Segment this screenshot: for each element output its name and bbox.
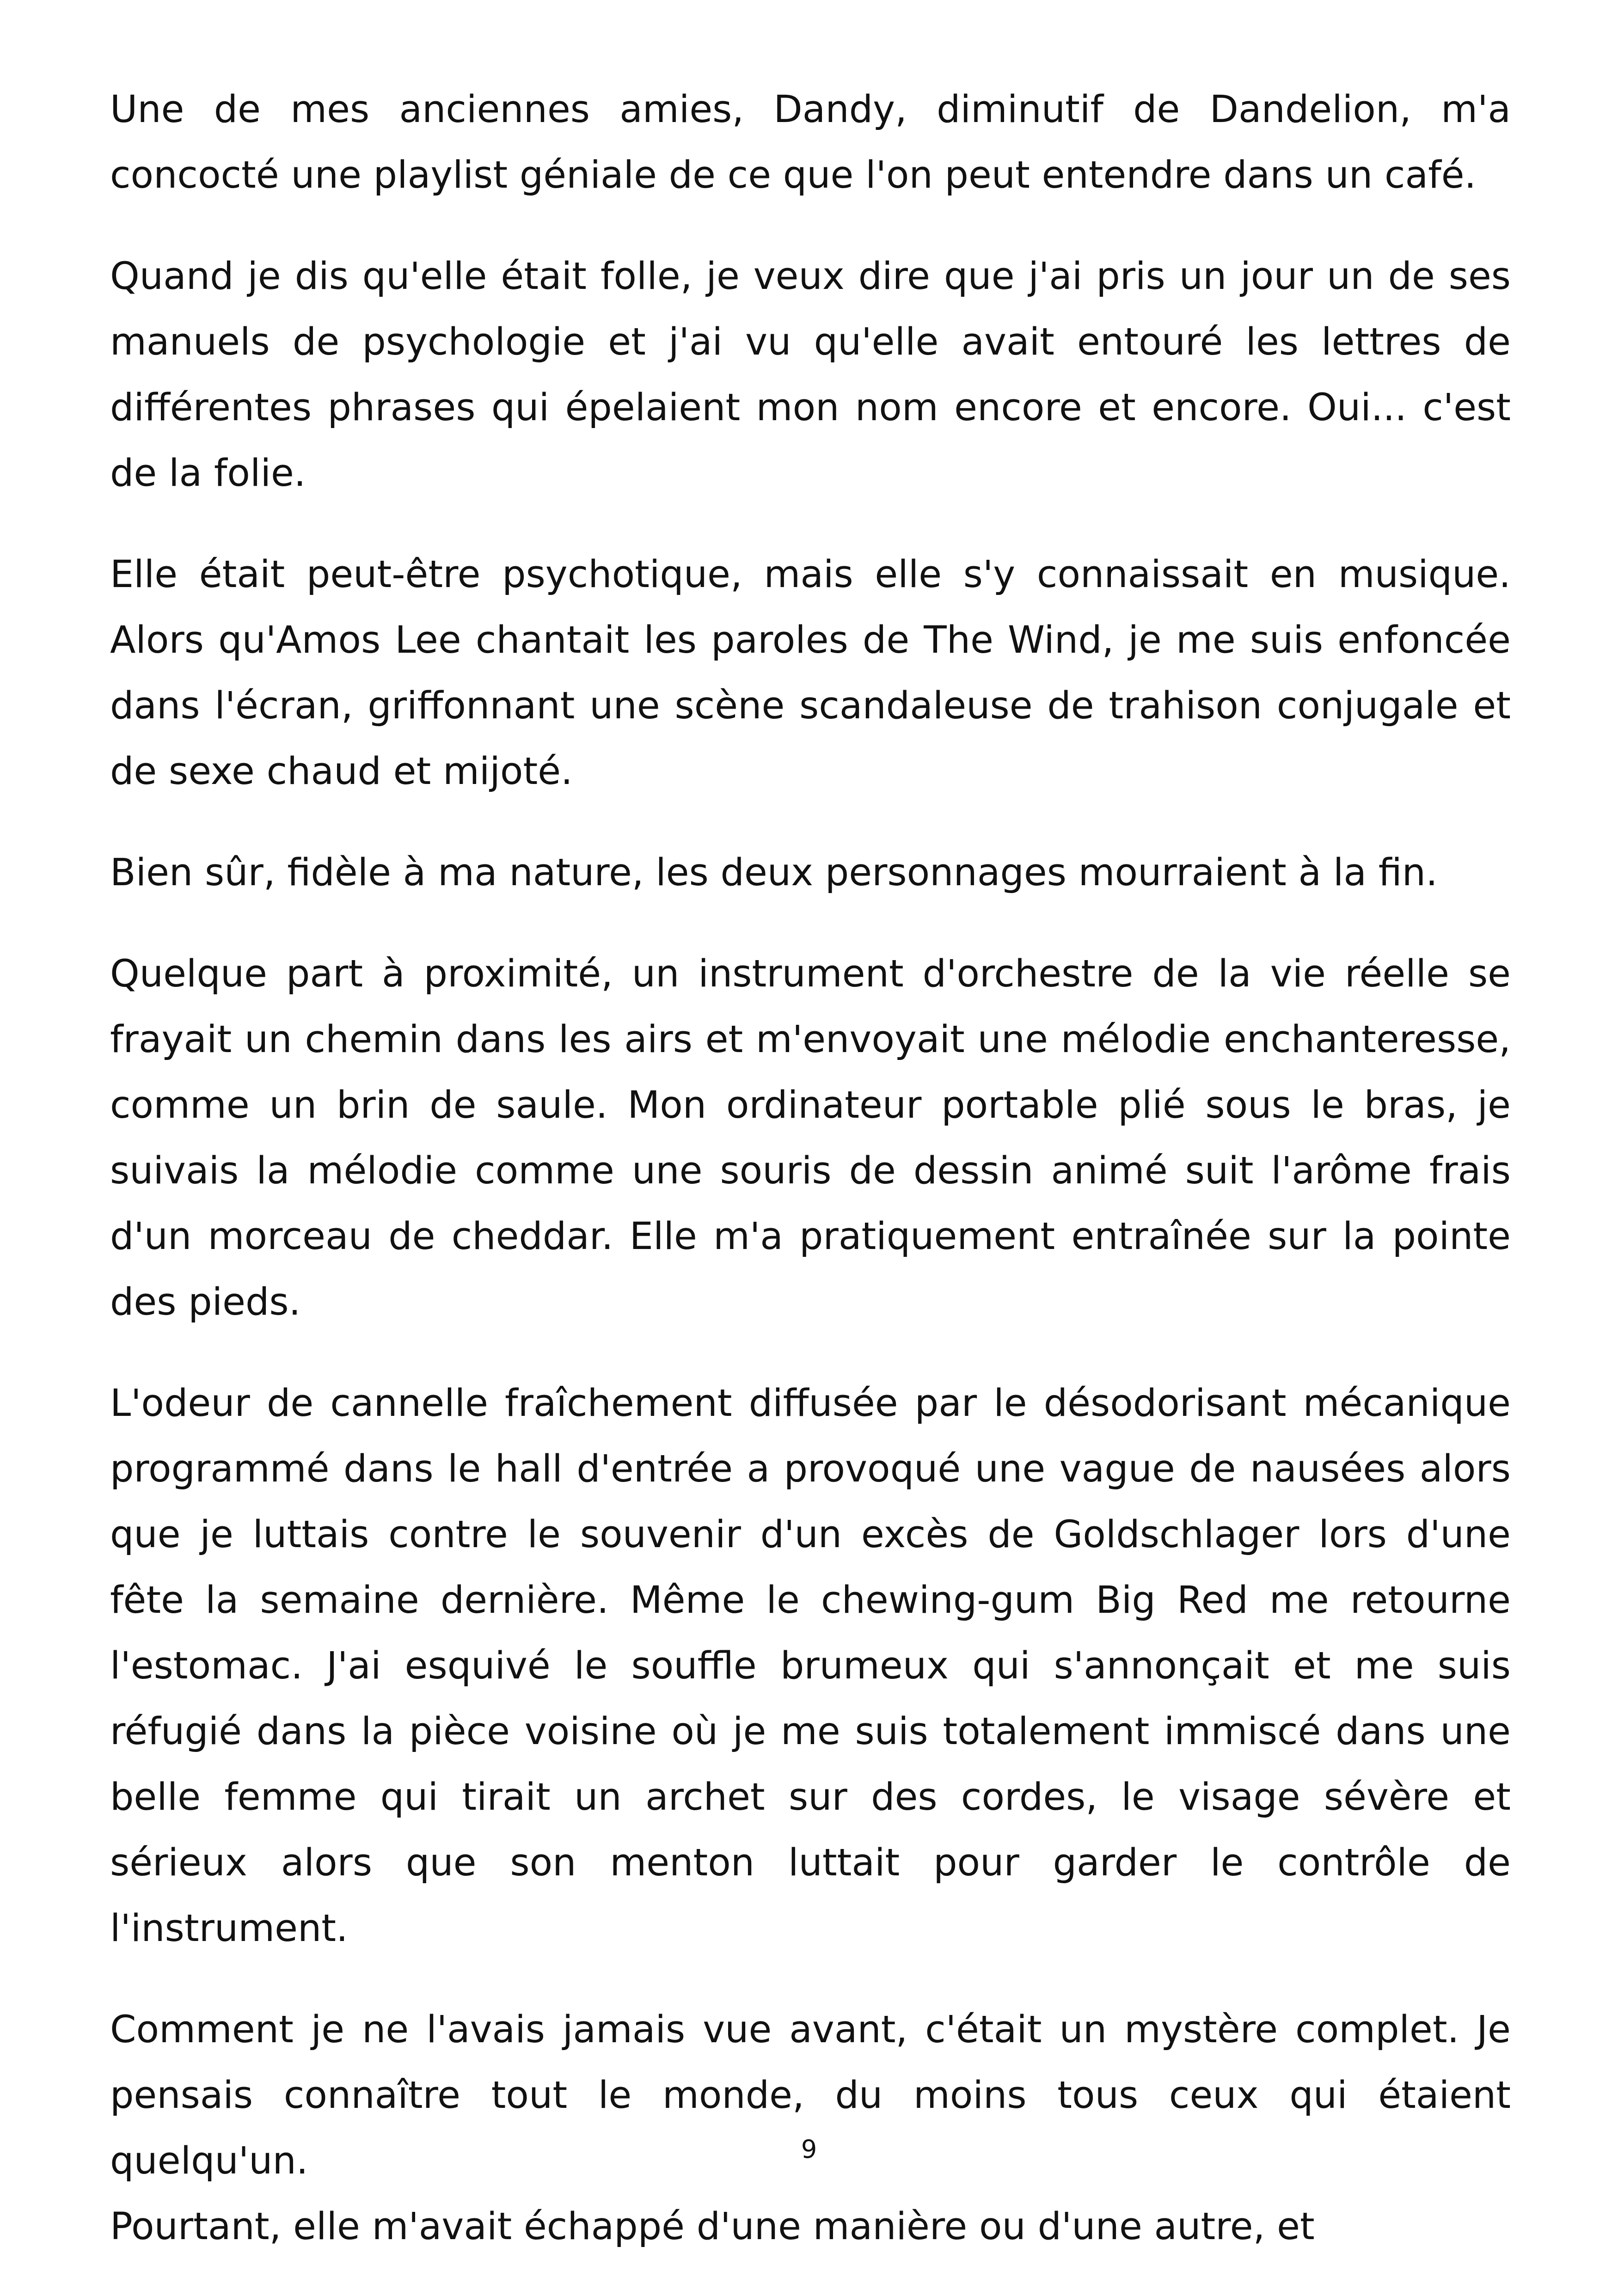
paragraph-1: Une de mes anciennes amies, Dandy, diminutif de Dandelion, m'a concocté une playlist géniale de ce que l'on peut entendre dans un café. (110, 88, 1511, 197)
paragraph-7: Comment je ne l'avais jamais vue avant, c'était un mystère complet. Je pensais connaître tout le monde, du moins tous ceux qui étaient quelqu'un. (110, 2008, 1511, 2183)
paragraph-6: L'odeur de cannelle fraîchement diffusée par le désodorisant mécanique programmé dans le hall d'entrée a provoqué une vague de nausées alors que je luttais contre le souvenir d'un excès de Goldschlager lors d'une fête la semaine dernière. Même le chewing-gum Big Red me retourne l'estomac. J'ai esquivé le souffle brumeux qui s'annonçait et me suis réfugié dans la pièce voisine où je me suis totalement immiscé dans une belle femme qui tirait un archet sur des cordes, le visage sévère et sérieux alors que son menton luttait pour garder le contrôle de l'instrument. (110, 1382, 1511, 1950)
body-text (110, 77, 1511, 2259)
paragraph-2: Quand je dis qu'elle était folle, je veux dire que j'ai pris un jour un de ses manuels de psychologie et j'ai vu qu'elle avait entouré les lettres de différentes phrases qui épelaient mon nom encore et encore. Oui... c'est de la folie. (110, 255, 1511, 495)
page-number: 9 (801, 2135, 817, 2164)
paragraph-4: Bien sûr, fidèle à ma nature, les deux personnages mourraient à la fin. (110, 851, 1438, 894)
paragraph-7-continued: Pourtant, elle m'avait échappé d'une manière ou d'une autre, et (110, 2205, 1315, 2248)
paragraph-5: Quelque part à proximité, un instrument d'orchestre de la vie réelle se frayait un chemin dans les airs et m'envoyait une mélodie enchanteresse, comme un brin de saule. Mon ordinateur portable plié sous le bras, je suivais la mélodie comme une souris de dessin animé suit l'arôme frais d'un morceau de cheddar. Elle m'a pratiquement entraînée sur la pointe des pieds. (110, 952, 1511, 1324)
paragraph-3: Elle était peut-être psychotique, mais elle s'y connaissait en musique. Alors qu'Amos Lee chantait les paroles de The Wind, je me suis enfoncée dans l'écran, griffonnant une scène scandaleuse de trahison conjugale et de sexe chaud et mijoté. (110, 553, 1511, 793)
